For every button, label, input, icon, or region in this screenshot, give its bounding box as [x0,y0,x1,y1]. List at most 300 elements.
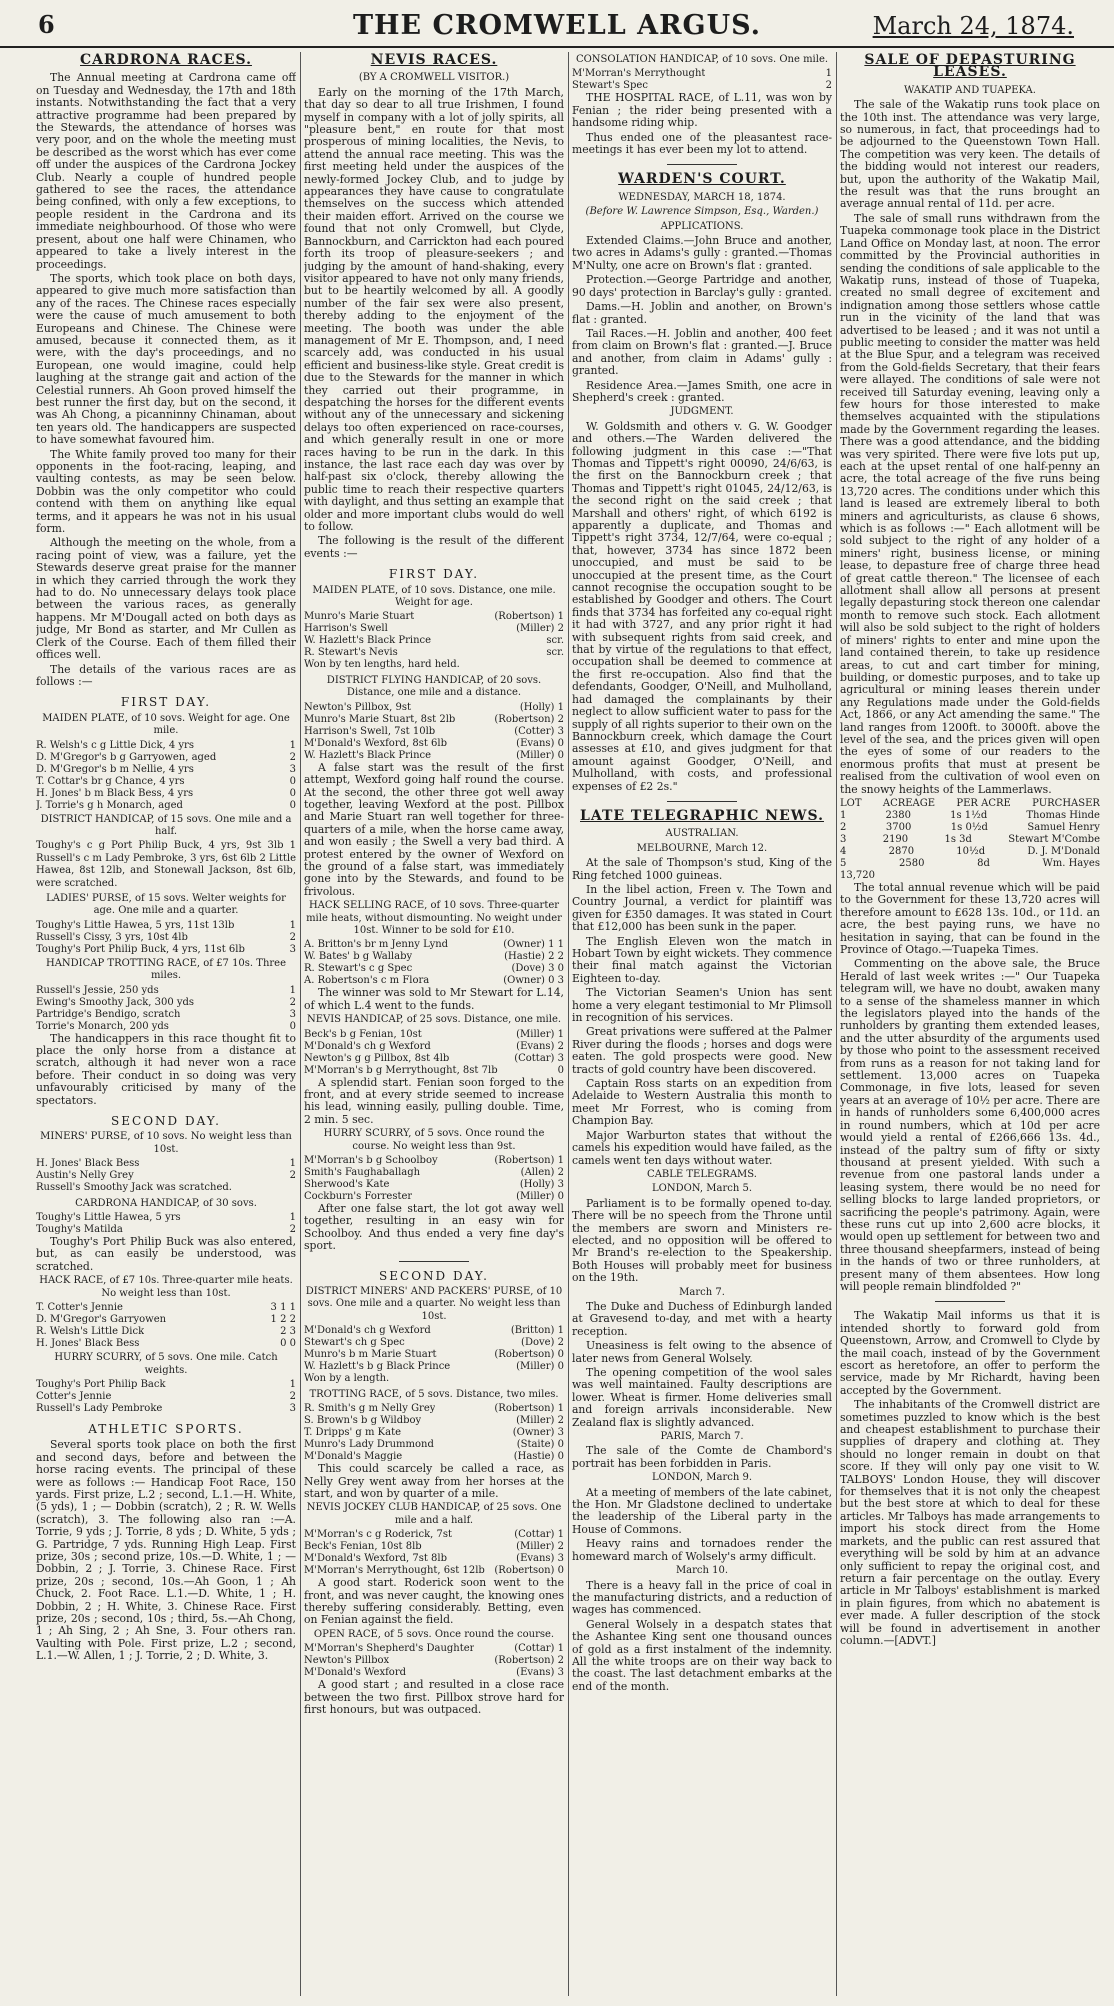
race-title: HACK SELLING RACE, of 10 sovs. Three-quarter mile heats, without dismounting. No weight under 10st. Winner to be sold for £10. [306,900,562,936]
race-title: DISTRICT MINERS' AND PACKERS' PURSE, of 10 sovs. One mile and a quarter. No weight less than 10st. [305,1286,563,1322]
result-placing: 1 [289,1212,296,1224]
table-header-cell: PER ACRE [956,797,1011,809]
result-placing: 2 [289,931,296,943]
race-results [36,1158,296,1182]
court-date: WEDNESDAY, MARCH 18, 1874. [618,191,786,203]
race-results [304,939,564,987]
result-entrant: A. Britton's br m Jenny Lynd [304,939,449,951]
race-note: Russell's Smoothy Jack was scratched. [36,1182,232,1194]
table-cell: Stewart M'Combe [1008,833,1100,845]
paragraph: The Duke and Duchess of Edinburgh landed at Gravesend to-day, and met with a hearty reception. [572,1299,832,1338]
result-row [36,1379,296,1391]
race-note: A good start. Roderick soon went to the front, and was never caught, the knowing ones thereby suffering considerably. Betting, even on Fenian against the field. [304,1576,564,1627]
result-row [304,1337,564,1349]
race-title: DISTRICT FLYING HANDICAP, of 20 sovs. Distance, one mile and a distance. [326,674,542,699]
result-entrant: Russell's Lady Pembroke [36,1402,163,1414]
article-heading: WARDEN'S COURT. [618,171,786,188]
result-entrant: Cotter's Jennie [36,1390,112,1402]
race-title: DISTRICT HANDICAP, of 15 sovs. One mile and a half. [40,813,292,837]
result-entrant: M'Morran's b g Schoolboy [304,1155,438,1167]
result-placing: (Robertson) 2 [494,1655,564,1667]
result-placing: (Robertson) 2 [494,713,564,725]
paragraph: Tail Races.—H. Joblin and another, 400 feet from claim on Brown's flat : granted.—J. Bruce and another, from claim in Adams' gully : granted. [572,326,832,378]
result-placing: (Robertson) 1 [494,611,564,623]
paragraph: At a meeting of members of the late cabinet, the Hon. Mr Gladstone declined to undertake the leadership of the Liberal party in the House of Commons. [572,1485,832,1536]
result-row [304,1179,564,1191]
result-placing: 1 [825,68,832,80]
result-entrant: M'Morran's Merrythought, 6st 12lb [304,1565,485,1577]
result-row [36,752,296,764]
race-title: MAIDEN PLATE, of 10 sovs. Distance, one mile. Weight for age. [312,584,556,609]
article-heading: LATE TELEGRAPHIC NEWS. [580,807,824,824]
result-placing: 0 0 [280,1338,296,1350]
result-entrant: Toughy's Little Hawea, 5 yrs [36,1212,181,1224]
article-heading: SALE OF DEPASTURING LEASES. [864,52,1076,81]
result-placing: (Miller) 2 [516,1415,564,1427]
result-row [304,738,564,750]
section-heading: SECOND DAY. [379,1268,489,1283]
paragraph: Although the meeting on the whole, from a racing point of view, was a failure, yet the Stewards deserve great praise for the manner in which they carried through the work they had to do. No unnecessary delays took place between the various races, as generally happens. Mr M'Dougall acted on both days as judge, Mr Bond as starter, and Mr Cullen as Clerk of the Course. Each of them filled their offices well. [36,536,296,662]
result-row [36,788,296,800]
paragraph: Parliament is to be formally opened to-day. There will be no speech from the Throne until the members are sworn and Ministers re-elected, and no opposition will be offered to Mr Brand's re-election to the Speakership. Both Houses will probably meet for business on the 19th. [572,1196,832,1285]
result-entrant: M'Donald's ch g Wexford [304,1040,431,1052]
result-placing: 3 1 1 [270,1302,296,1314]
result-placing: (Holly) 3 [519,1179,564,1191]
result-row [36,920,296,932]
result-placing: (Robertson) 1 [494,1403,564,1415]
paragraph: Extended Claims.—John Bruce and another, two acres in Adams's gully : granted.—Thomas M'Nulty, one acre on Brown's flat : granted. [572,234,832,272]
dateline: PARIS, March 7. [660,1431,744,1443]
result-entrant: H. Jones' Black Bess [36,1338,140,1350]
result-entrant: M'Donald's ch g Wexford [304,1325,431,1337]
paragraph: Commenting on the above sale, the Bruce Herald of last week writes :—" Our Tuapeka telegram will, we have no doubt, awaken many to a sense of the shameless manner in which the legislators played into the hands of the runholders by granting them extended leases, and the utter absurdity of the arguments used by those who point to the assessment received from runs as a reason for not taking land for settlement. 13,000 acres on Tuapeka Commonage, in five lots, leased for seven years at an average of 10½ per acre. There are in hands of runholders some 6,400,000 acres in round numbers, which at 10d per acre would yield a rental of £266,666 13s. 4d., instead of the paltry sum of fifty or sixty thousand at present yielded. With such a revenue from one pastoral lands under a leasing system, there would be no need for selling blocks to large landed proprietors, or sacrificing the people's patrimony. Again, were these runs cut up into 2,600 acre blocks, it would open up settlement for between two and three thousand sheepfarmers, instead of being in the hands of two or three runholders, at present many of them absentees. How long will people remain blindfolded ?" [840,957,1100,1293]
result-row [36,944,296,956]
dateline: LONDON, March 9. [651,1472,752,1484]
paragraph: The Wakatip Mail informs us that it is intended shortly to forward gold from Queenstown, Arrow, and Cromwell to Clyde by the mail coach, instead of by the Government escort as heretofore, an offer to perform the service, made by Mr Richardt, having been accepted by the Government. [840,1309,1100,1397]
result-entrant: W. Bates' b g Wallaby [304,951,413,963]
result-entrant: D. M'Gregor's b g Garryowen, aged [36,751,217,763]
result-placing: (Cottar) 1 [514,1643,564,1655]
section-heading: FIRST DAY. [388,567,480,582]
table-cell: 2870 [888,845,915,857]
result-placing: 2 [289,1170,296,1182]
divider [667,801,737,802]
result-placing: (Miller) 2 [516,623,564,635]
result-placing: (Staite) 0 [516,1439,564,1451]
race-note: The handicappers in this race thought fit to place the only horse from a distance at scratch, although it had never won a race before. Their conduct in so doing was very unfavourably criticised by many of the spectators. [36,1031,296,1107]
race-title: HANDICAP TROTTING RACE, of £7 10s. Three miles. [45,957,287,982]
result-placing: (Miller) 0 [516,1361,564,1373]
subheading: JUDGMENT. [670,406,734,418]
result-row [304,750,564,762]
table-header-cell: LOT [840,797,862,809]
result-entrant: R. Stewart's c g Spec [304,963,413,975]
table-row [840,846,1100,858]
result-placing: (Owner) 0 3 [503,975,564,987]
race-note: A splendid start. Fenian soon forged to the front, and at every stride seemed to increase his lead, winning easily, pulling double. Time, 2 min. 5 sec. [304,1075,564,1126]
table-row [840,810,1100,822]
result-row [304,647,564,659]
table-total-value: 13,720 [840,869,875,881]
section-heading: SECOND DAY. [111,1114,221,1129]
result-entrant: R. Welsh's Little Dick [36,1326,145,1338]
result-placing: 0 [289,1020,296,1032]
paragraph: Protection.—George Partridge and another, 90 days' protection in Barclay's gully : granted. [572,273,832,299]
race-title: NEVIS HANDICAP, of 25 sovs. Distance, one mile. [306,1014,562,1026]
table-cell: 3700 [885,821,912,833]
result-row [36,1326,296,1338]
race-results [36,985,296,1033]
race-note: Won by a length. [304,1373,390,1385]
table-header-cell: PURCHASER [1032,797,1100,809]
result-row [36,932,296,944]
result-row [36,1158,296,1170]
race-note: Won by ten lengths, hard held. [304,659,460,671]
race-results [304,1403,564,1463]
result-row [304,714,564,726]
result-entrant: A. Robertson's c m Flora [304,975,430,987]
result-row [304,726,564,738]
result-row [304,1529,564,1541]
result-row [304,1041,564,1053]
result-placing: 2 [289,996,296,1008]
race-title: HURRY SCURRY, of 5 sovs. Once round the course. No weight less than 9st. [323,1128,545,1152]
table-cell: 3 [840,833,847,845]
article-heading: NEVIS RACES. [370,52,498,68]
result-entrant: Harrison's Swell, 7st 10lb [304,725,436,737]
race-title: NEVIS JOCKEY CLUB HANDICAP, of 25 sovs. One mile and a half. [306,1502,562,1526]
result-row [304,1361,564,1373]
result-placing: 1 [289,984,296,996]
table-cell: Thomas Hinde [1026,809,1100,821]
result-entrant: M'Donald's Maggie [304,1451,403,1463]
result-placing: scr. [546,647,564,659]
race-note: A good start ; and resulted in a close race between the two first. Pillbox strove hard for first honours, but was outpaced. [304,1678,564,1716]
result-entrant: R. Stewart's Nevis [304,647,398,659]
page-number: 6 [38,10,55,39]
table-cell: Wm. Hayes [1042,857,1100,869]
race-results [304,1643,564,1679]
column-cardrona-races [36,52,296,1996]
paragraph: There is a heavy fall in the price of coal in the manufacturing districts, and a reduction of wages has commenced. [572,1578,832,1617]
race-results [304,702,564,762]
result-entrant: Newton's Pillbox [304,1655,390,1667]
divider [399,1261,469,1262]
table-cell: 10½d [956,845,986,857]
result-entrant: Munro's b m Marie Stuart [304,1349,437,1361]
table-body [840,810,1100,870]
result-placing: 2 [289,1224,296,1236]
result-placing: (Allen) 2 [520,1167,564,1179]
result-placing: 2 [289,751,296,763]
byline: (BY A CROMWELL VISITOR.) [358,72,510,84]
result-placing: (Miller) 0 [516,1191,564,1203]
result-entrant: Partridge's Bendigo, scratch [36,1008,181,1020]
issue-date: March 24, 1874. [872,12,1074,40]
result-placing: 2 3 [280,1326,296,1338]
result-row [304,1065,564,1077]
paragraph: THE HOSPITAL RACE, of L.11, was won by Fenian ; the rider being presented with a handsome riding whip. [572,91,832,130]
paragraph: Early on the morning of the 17th March, that day so dear to all true Irishmen, I found myself in company with a lot of jolly spirits, all "pleasure bent," en route for that most prosperous of mining localities, the Nevis, to attend the annual race meeting. This was the first meeting held under the auspices of the newly-formed Jockey Club, and to judge by appearances they have cause to congratulate themselves on the success which attended their maiden effort. Arrived on the course we found that not only Cromwell, but Clyde, Bannockburn, and Carrickton had each poured forth its troop of pleasure-seekers ; and judging by the amount of hand-shaking, every visitor appeared to have not only many friends, but to be heartily welcomed by all. A goodly number of the fair sex were also present, thereby adding to the enjoyment of the meeting. The booth was under the able management of Mr E. Thompson, and, I need scarcely add, was conducted in his usual efficient and business-like style. Great credit is due to the Stewards for the manner in which they carried out their programme, in despatching the horses for the different events without any of the unnecessary and sickening delays too often experienced on race-courses, and which generally result in one or more races having to be run in the dark. In this instance, the last race each day was over by half-past six o'clock, thereby allowing the public time to reach their respective quarters with daylight, and thus setting an example that older and more important clubs would do well to follow. [304,85,564,534]
result-placing: (Robertson) 1 [494,1155,564,1167]
result-row [304,623,564,635]
result-entrant: W. Hazlett's Black Prince [304,635,432,647]
result-placing: 2 [825,80,832,92]
result-row [304,1541,564,1553]
result-placing: (Dove) 3 0 [511,963,564,975]
result-row [304,1553,564,1565]
table-cell: 2 [840,821,847,833]
dateline: LONDON, March 5. [651,1183,752,1195]
result-placing: (Holly) 1 [519,701,564,713]
paragraph: Dams.—H. Joblin and another, on Brown's flat : granted. [572,300,832,326]
table-row [840,822,1100,834]
result-placing: (Cottar) 3 [514,1052,564,1064]
result-entrant: T. Dripps' g m Kate [304,1427,402,1439]
result-placing: scr. [546,635,564,647]
subheading: APPLICATIONS. [660,220,744,232]
race-results [36,740,296,812]
paragraph: Great privations were suffered at the Palmer River during the floods ; horses and dogs were eaten. The gold prospects were good. New tracts of gold country have been discovered. [572,1025,832,1076]
result-row [36,1170,296,1182]
race-title: HURRY SCURRY, of 5 sovs. One mile. Catch weights. [54,1352,278,1376]
result-entrant: M'Morran's Shepherd's Daughter [304,1643,475,1655]
result-entrant: M'Morran's c g Roderick, 7st [304,1529,453,1541]
table-cell: Samuel Henry [1027,821,1100,833]
table-cell: 1s 3d [944,833,972,845]
table-cell: 8d [977,857,990,869]
paragraph: The English Eleven won the match in Hobart Town by eight wickets. They commence their final match against the Victorian Eighteen to-day. [572,934,832,985]
result-entrant: Russell's Cissy, 3 yrs, 10st 4lb [36,931,188,943]
result-entrant: T. Cotter's Jennie [36,1302,123,1314]
result-placing: (Evans) 2 [516,1040,564,1052]
result-row [36,1403,296,1415]
race-results [36,920,296,956]
result-row [304,1325,564,1337]
race-title: MINERS' PURSE, of 10 sovs. No weight less than 10st. [40,1131,292,1155]
race-note: A false start was the result of the first attempt, Wexford going half round the course. At the second, the other three got well away together, leaving Wexford at the post. Pillbox and Marie Stuart ran well together for three-quarters of a mile, when the horse came away, and won easily ; the Swell a very bad third. A protest entered by the owner of Wexford on the ground of a false start, was immediately gone into by the Stewards, and found to be frivolous. [304,760,564,898]
race-note: Toughy's c g Port Philip Buck, 4 yrs, 9st 3lb 1 Russell's c m Lady Pembroke, 3 yrs, 6st 6lb 2 Little Hawea, 8st 12lb, and Stonewall Jackson, 8st 6lb, were scratched. [36,840,296,889]
paragraph: Residence Area.—James Smith, one acre in Shepherd's creek : granted. [572,378,832,404]
result-row [36,776,296,788]
table-cell: 5 [840,857,847,869]
result-placing: 3 [289,1402,296,1414]
table-cell: 1s 0½d [950,821,988,833]
table-header [840,798,1100,810]
result-entrant: R. Smith's g m Nelly Grey [304,1403,436,1415]
result-entrant: M'Donald's Wexford, 7st 8lb [304,1553,448,1565]
result-row [36,1391,296,1403]
result-entrant: Beck's b g Fenian, 10st [304,1028,422,1040]
paragraph: Heavy rains and tornadoes render the homeward march of Wolsely's army difficult. [572,1537,832,1563]
result-entrant: M'Morran's b g Merrythought, 8st 7lb [304,1064,498,1076]
result-placing: (Robertson) 0 [494,1349,564,1361]
result-placing: 1 [289,1378,296,1390]
result-placing: 1 [289,919,296,931]
paragraph: The details of the various races are as follows :— [36,662,296,688]
result-entrant: T. Cottar's br g Chance, 4 yrs [36,775,185,787]
column-rule [568,52,569,1996]
result-entrant: Newton's Pillbox, 9st [304,701,412,713]
race-results [304,1155,564,1203]
paragraph: The White family proved too many for their opponents in the foot-racing, leaping, and vaulting contests, as may be seen below. Dobbin was the only competitor who could contend with them on anything like equal terms, and it appears he was not in his usual form. [36,447,296,536]
result-row [572,68,832,80]
race-title: HACK RACE, of £7 10s. Three-quarter mile heats. No weight less than 10st. [39,1275,293,1299]
result-row [36,1314,296,1326]
column-depasturing-leases [840,52,1100,1996]
result-entrant: J. Torrie's g h Monarch, aged [36,799,183,811]
court-before: (Before W. Lawrence Simpson, Esq., Warden.) [585,206,819,218]
dateline: MELBOURNE, March 12. [636,842,768,854]
result-entrant: W. Hazlett's Black Prince [304,749,432,761]
result-row [304,1643,564,1655]
race-title: TROTTING RACE, of 5 sovs. Distance, two miles. [309,1388,559,1400]
result-entrant: M'Morran's Merrythought [572,68,706,80]
result-placing: (Cottar) 1 [514,1529,564,1541]
result-entrant: D. M'Gregor's b m Nellie, 4 yrs [36,763,194,775]
paragraph: Major Warburton states that without the camels his expedition would have failed, as the camels went ten days without water. [572,1128,832,1167]
result-placing: 1 [289,1158,296,1170]
result-placing: 3 [289,943,296,955]
result-row [304,1029,564,1041]
result-placing: 0 [289,799,296,811]
result-row [304,702,564,714]
result-row [304,1155,564,1167]
table-cell: 2380 [885,809,911,821]
result-entrant: Cockburn's Forrester [304,1191,413,1203]
result-row [304,951,564,963]
result-row [36,997,296,1009]
race-results [36,1379,296,1415]
result-entrant: Munro's Marie Stuart, 8st 2lb [304,713,456,725]
result-row [304,1349,564,1361]
result-entrant: Ewing's Smoothy Jack, 300 yds [36,996,195,1008]
table-cell: D. J. M'Donald [1027,845,1100,857]
table-cell: 1s 1½d [950,809,988,821]
result-placing: 1 [289,739,296,751]
race-results [304,1325,564,1373]
result-entrant: Sherwood's Kate [304,1179,390,1191]
table-row [840,834,1100,846]
divider [935,1301,1005,1302]
subheading: WAKATIP AND TUAPEKA. [904,84,1036,96]
result-placing: (Miller) 0 [516,749,564,761]
paragraph: The sale of the Wakatip runs took place on the 10th inst. The attendance was very large, so numerous, in fact, that proceedings had to be adjourned to the Queenstown Town Hall. The competition was very keen. The details of the bidding would not interest our readers, but, upon the authority of the Wakatip Mail, the result was that the runs brought an average annual rental of 11d. per acre. [840,98,1100,211]
race-title: CONSOLATION HANDICAP, of 10 sovs. One mile. [575,54,829,65]
paragraph: The sale of the Comte de Chambord's portrait has been forbidden in Paris. [572,1444,832,1470]
result-placing: 0 [289,775,296,787]
result-entrant: Stewart's Spec [572,80,648,92]
result-row [36,764,296,776]
result-row [304,1439,564,1451]
paragraph: The sports, which took place on both days, appeared to give much more satisfaction than any of the races. The Chinese races especially were the cause of much amusement to both Europeans and Chinese. The Chinese were amused, because it connected them, as it were, with the day's proceedings, and no European, one would imagine, could help laughing at the strange gait and action of the Celestial runners. Ah Goon proved himself the best runner the first day, but on the second, it was Ah Chong, a picanninny Chinaman, about ten years old. The handicappers are suspected to have somewhat favoured him. [36,271,296,447]
table-header-cell: ACREAGE [882,797,936,809]
table-row [840,858,1100,870]
result-placing: (Evans) 0 [516,737,564,749]
result-row [304,1403,564,1415]
column-rule [836,52,837,1996]
page-header [0,0,1114,48]
result-placing: (Hastie) 0 [513,1451,564,1463]
result-row [36,1009,296,1021]
result-placing: (Cotter) 3 [514,725,564,737]
paragraph: Captain Ross starts on an expedition from Adelaide to Western Australia this month to meet Mr Forrest, who is coming from Champion Bay. [572,1077,832,1128]
result-row [36,1302,296,1314]
result-entrant: Stewart's ch g Spec [304,1337,405,1349]
race-results [304,611,564,659]
result-placing: (Evans) 3 [516,1553,564,1565]
result-placing: (Robertson) 0 [494,1565,564,1577]
result-entrant: H. Jones' Black Bess [36,1158,140,1170]
race-title: OPEN RACE, of 5 sovs. Once round the course. [313,1628,555,1640]
result-row [36,800,296,812]
result-entrant: Beck's Fenian, 10st 8lb [304,1541,422,1553]
result-entrant: Austin's Nelly Grey [36,1170,134,1182]
result-entrant: Harrison's Swell [304,623,388,635]
paragraph: Several sports took place on both the first and second days, before and between the horse racing events. The principal of these were as follows :— Handicap Foot Race, 150 yards. First prize, L.2 ; second, L.1.—H. White, (5 yds), 1 ; — Dobbin (scratch), 2 ; R. W. Wells (scratch), 3. The following also ran :—A. Torrie, 9 yds ; J. Torrie, 8 yds ; D. White, 5 yds ; G. Partridge, 7 yds. Running High Leap. First prize, 30s ; second prize, 10s.—D. White, 1 ; — Dobbin, 2 ; J. Torrie, 3. Chinese Race. First prize, 20s ; second, 10s.—Ah Goon, 1 ; Ah Chuck, 2. Foot Race. L.1.—D. White, 1 ; H. Dobbin, 2 ; H. White, 3. Chinese Race. First prize, 20s ; second, 10s ; third, 5s.—Ah Chong, 1 ; Ah Sing, 2 ; Ah Sne, 3. Four others ran. Vaulting with Pole. First prize, L.2 ; second, L.1.—W. Allen, 1 ; J. Torrie, 2 ; D. White, 3. [36,1438,296,1663]
paragraph: The following is the result of the different events :— [304,534,564,560]
result-placing: (Evans) 3 [516,1667,564,1679]
result-placing: (Dove) 2 [521,1337,564,1349]
result-entrant: M'Donald's Wexford, 8st 6lb [304,737,448,749]
section-heading: FIRST DAY. [120,695,212,710]
result-row [304,1427,564,1439]
column-nevis-races [304,52,564,1996]
result-row [36,1021,296,1033]
result-row [304,1655,564,1667]
result-entrant: Munro's Lady Drummond [304,1439,434,1451]
result-placing: (Britton) 1 [510,1325,564,1337]
result-entrant: Smith's Faughaballagh [304,1167,421,1179]
race-note: This could scarcely be called a race, as Nelly Grey went away from her horses at the start, and won by quarter of a mile. [304,1462,564,1500]
lease-table [840,798,1100,882]
table-cell: 1 [840,809,847,821]
paragraph: Thus ended one of the pleasantest race-meetings it has ever been my lot to attend. [572,130,832,157]
result-row [304,963,564,975]
result-entrant: W. Hazlett's b g Black Prince [304,1361,451,1373]
article-body [36,72,296,688]
result-placing: 1 2 2 [270,1314,296,1326]
result-row [304,611,564,623]
divider [667,164,737,165]
paragraph: In the libel action, Freen v. The Town and Country Journal, a verdict for plaintiff was given for £350 damages. It was stated in Court that £12,000 has been sunk in the paper. [572,882,832,934]
result-entrant: Russell's Jessie, 250 yds [36,984,159,996]
result-entrant: D. M'Gregor's Garryowen [36,1314,167,1326]
race-results [36,1212,296,1236]
paragraph: At the sale of Thompson's stud, King of the Ring fetched 1000 guineas. [572,856,832,882]
result-placing: 0 [557,1064,564,1076]
paragraph: The opening competition of the wool sales was well maintained. Faulty descriptions are lower. Wheat is firmer. Home deliveries small and foreign arrivals inconsiderable. New Zealand flax is slightly advanced. [572,1366,832,1429]
result-row [36,985,296,997]
result-entrant: S. Brown's b g Wildboy [304,1415,422,1427]
paragraph: The Annual meeting at Cardrona came off on Tuesday and Wednesday, the 17th and 18th instants. Notwithstanding the fact that a very attractive programme had been prepared by the Stewards, the attendance of horses was very poor, and on the whole the meeting must be described as the worst which has ever come off under the auspices of the Cardrona Jockey Club. Nearly a couple of hundred people gathered to see the races, the attendance being confined, with only a few exceptions, to people resident in the Cardrona and its immediate neighbourhood. Of those who were present, about one half were Chinamen, who appeared to take a lively interest in the proceedings. [36,71,296,271]
table-cell: 2580 [899,857,925,869]
table-cell: 2190 [882,833,909,845]
paragraph: The sale of small runs withdrawn from the Tuapeka commonage took place in the District Land Office on Monday last, at noon. The error committed by the Provincial authorities in sending the conditions of sale applicable to the Wakatip runs, instead of those of Tuapeka, created no small degree of excitement and indignation among those settlers whose cattle run in the vicinity of the land that was advertised to be leased ; and it was not until a public meeting to consider the matter was held at the Blue Spur, and a telegram was received from the Gold-fields Secretary, that their fears were allayed. The conditions of sale were not received till Saturday evening, leaving only a few hours for those interested to make themselves acquainted with the stipulations made by the Government regarding the leases. There was a good attendance, and the bidding was very spirited. There were five lots put up, each at the upset rental of one half-penny an acre, the total acreage of the five runs being 13,720 acres. The conditions under which this land is leased are extremely liberal to both miners and agriculturists, as clause 6 shows, which is as follows :—" Each allotment will be sold subject to the right of any holder of a miners' right, business license, or mining lease, to depasture free of charge three head of great cattle thereon." The licensee of each allotment shall allow all persons at present legally depasturing stock thereon one calendar month to remove such stock. Each allotment will also be sold subject to the right of holders of miners' rights to enter and mine upon the land contained therein, to take up residence areas, to cut and cart timber for mining, building, or domestic purposes, and to take up agricultural or mining leases therein under any Regulations made under the Gold-fields Act, 1866, or any Act amending the same." The land ranges from 1200ft. to 3000ft. above the level of the sea, and the prices given will open the eyes of some of our readers to the enormous profits that must at present be realised from the cultivation of wool even on the snowy heights of the Lammerlaws. [840,211,1100,796]
race-title: CARDRONA HANDICAP, of 30 sovs. [75,1197,257,1209]
result-entrant: Toughy's Port Philip Back [36,1378,166,1390]
result-row [304,1053,564,1065]
paragraph: Uneasiness is felt owing to the absence of later news from General Wolsely. [572,1339,832,1365]
result-entrant: Newton's g g Pillbox, 8st 4lb [304,1052,450,1064]
paragraph: W. Goldsmith and others v. G. W. Goodger and others.—The Warden delivered the following judgment in this case :—"That Thomas and Tippett's right 00090, 24/6/63, is the first on the Bannockburn creek ; that Thomas and Tippett's right 01045, 24/12/63, is the second right on the said creek ; that Marshall and others' right, of which 6192 is apparently a duplicate, and Thomas and Tippett's right 3734, 12/7/64, were co-equal ; that, however, 3734 has since 1872 been unoccupied, and must be said to be unoccupied at the present time, as the Court cannot recognise the occupation sought to be established by Goodger and others. The Court finds that 3734 has forfeited any co-equal right it had with 3727, and any prior right it had with subsequent rights from said creek, and that by virtue of the regulations to that effect, occupation shall be deemed to commence at the first re-occupation. Also find that the defendants, Goodger, O'Neill, and Mulholland, had damaged the complainants by their neglect to allow sufficient water to pass for the supply of all rights superior to their own on the Bannockburn creek, which damage the Court assesses at £10, and gives judgment for that amount against Goodger, O'Neill, and Mulholland, with costs, and professional expenses of £2 2s." [572,419,832,793]
result-placing: (Owner) 1 1 [503,939,564,951]
result-placing: 2 [289,1390,296,1402]
result-entrant: Torrie's Monarch, 200 yds [36,1020,169,1032]
result-row [36,1338,296,1350]
dateline: March 10. [675,1565,729,1577]
result-entrant: Toughy's Port Philip Buck, 4 yrs, 11st 6lb [36,943,245,955]
